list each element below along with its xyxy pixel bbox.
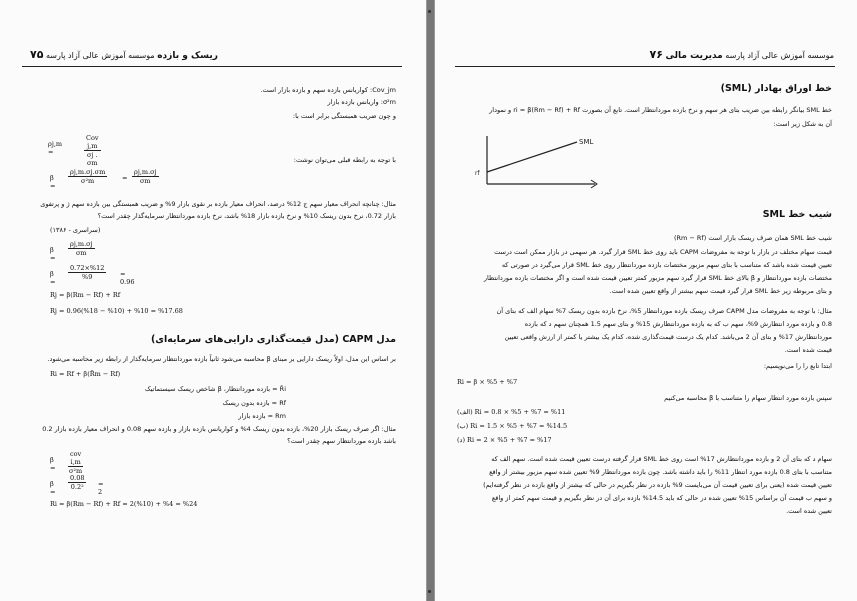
formula-lhs: β = [50, 246, 56, 262]
example-text: مثال: با توجه به مفروضات مدل CAPM صرف ریسک بازده مورد‌انتظار 5%، نرخ بازده بدون ریسک 7% سهام الف که بتای آن [496, 307, 832, 315]
example-text: مثال: چنانچه انحراف معیار سهم ج 12% درصد، انحراف معیار بازده بر نقوی بازار 9% و ضریب همبستگی بین بازده سهم ژ و پرتفوی [40, 200, 396, 208]
text-line: آن به شکل زیر است: [773, 120, 832, 128]
equation: (ب) Ri = 1.5 × %5 + %7 = %14.5 [457, 422, 568, 430]
institute-name: موسسه آموزش عالی آزاد پارسه [45, 51, 155, 60]
header-rule [455, 66, 835, 67]
sml-line [487, 142, 577, 172]
formula-denominator: σm [75, 249, 87, 257]
answer-text: تعیین قیمت شده (یعنی برای تعیین قیمت آن می‌بایست 9% بازده در نظر بگیریم در حالی که بیشتر از واقع بازده در نظر گرفته‌ایم) [483, 481, 832, 489]
binding-mark [428, 10, 431, 13]
equation: Ri = β × %5 + %7 [457, 378, 518, 386]
formula-numerator: cov i,m [70, 450, 82, 466]
text-line: و بتای مربوطه زیر خط SML قرار گیرد قیمت سهم بیشتر از واقع تعیین شده است. [609, 287, 832, 295]
page-number: ۷۶ [649, 48, 663, 61]
formula-denominator: 0.2² [70, 483, 84, 491]
example-text: قیمت شده است. [784, 346, 832, 354]
text-line: Cov_jm: کواریانس بازده سهم و بازده بازار است. [260, 86, 396, 94]
formula-equals: = [122, 174, 128, 182]
text-line: تعیین قیمت شده باشد که متناسب با بتای سهم مزبور مختصات بازده مورد‌انتظار روی خط SML قرار می‌گیرد در صورتی که [501, 261, 832, 269]
formula-lhs: β = [50, 456, 56, 472]
text-line: σ²m: واریانس بازده بازار [327, 98, 396, 106]
sml-line-label: SML [579, 138, 594, 146]
formula-step3: Rj = β(Rm − Rf) + Rf [50, 291, 121, 299]
text-line: قیمت سهام مختلف در بازار با توجه به مفروضات CAPM باید روی خط SML قرار گیرد. هر سهمی در بازار ممکن است درست [494, 248, 832, 256]
right-page [434, 0, 857, 601]
page-header [650, 48, 834, 64]
text-line: خط SML بیانگر رابطه بین ضریب بتای هر سهم و نرخ بازده مورد‌انتظار است. تابع آن بصورت ri = β(Rm − Rf) + Rf و نمودار [489, 106, 832, 114]
sml-heading: خط اوراق بهادار (SML) [720, 83, 832, 94]
page-header [30, 48, 218, 64]
example-text: بازار 0.72، نرخ بدون ریسک 10% و نرخ بازده بازار 18% باشد، نرخ بازده مورد‌انتظار سرمایه‌گذار چقدر است؟ [97, 212, 396, 220]
example-text: باشد بازده مورد‌انتظار سهم چقدر است؟ [287, 437, 396, 445]
answer-text: متناسب با بتای 0.8 بازده مورد انتظار 11% را باید داشته باشد. چون بازده مورد‌انتظار 9% تعیین شده سهم مزبور بیشتر از واقع [489, 468, 832, 476]
formula-numerator: ρj,m.σj.σm [70, 168, 106, 176]
capm-heading: مدل CAPM (مدل قیمت‌گذاری دارایی‌های سرمایه‌ای) [150, 334, 396, 345]
y-intercept-label: rf [475, 170, 480, 177]
page-number: ۷۵ [30, 48, 44, 61]
formula-numerator: ρj,m.σj [70, 240, 93, 248]
header-rule [22, 66, 402, 67]
formula-lhs: β = [50, 480, 56, 496]
formula-denominator: σ²m [81, 177, 95, 185]
text-line: Rm = بازده بازار [238, 412, 286, 420]
section-title: مدیریت مالی [665, 51, 723, 61]
text-line: بر اساس این مدل، اولاً ریسک دارایی بر مبنای β محاسبه می‌شود ثانیاً بازده مورد‌انتظار سرمایه‌گذار از رابطه زیر محاسبه می‌شود. [47, 355, 396, 363]
institute-name: موسسه آموزش عالی آزاد پارسه [725, 51, 834, 60]
text-line: شیب خط SML همان صرف ریسک بازار است (Rm − Rf) [673, 234, 832, 242]
formula-denominator: σm [139, 177, 151, 185]
text-line: R̄i = بازده مورد‌انتظار، β شاخص ریسک سیستماتیک [144, 385, 286, 393]
left-page [0, 0, 427, 601]
formula-lhs: β = [50, 174, 56, 190]
formula-step7: Ri = β(Rm − Rf) + Rf = 2(%10) + %4 = %24 [50, 500, 198, 508]
text-line: مختصات بازده مورد‌انتظار و β بالای خط SML قرار گیرد سهم مزبور کمتر تعیین قیمت شده است و اگر مختصات بازده مورد‌انتظار [483, 274, 832, 282]
text-line: با توجه به رابطه قبلی می‌توان نوشت: [293, 156, 396, 164]
formula-denominator: σj . σm [86, 151, 98, 167]
formula-numerator: 0.08 [70, 474, 85, 482]
answer-text: و سهم ب قیمت آن براساس 15% تعیین شده در حالی که باید 14.5% بازده برای آن در نظر بگیریم و قیمت سهم کمتر از واقع [491, 494, 832, 502]
text-line: سپس بازده مورد انتظار سهام را متناسب با β محاسبه می‌کنیم [664, 394, 832, 402]
formula-result: = 0.96 [120, 270, 135, 286]
answer-text: تعیین شده است. [786, 507, 832, 515]
equation: (د) Ri = 2 × %5 + %7 = %17 [457, 436, 552, 444]
formula-result: = 2 [98, 480, 104, 496]
sml-graph [473, 132, 613, 196]
slope-heading: شیب خط SML [762, 209, 832, 220]
formula-numerator: 0.72×%12 [70, 264, 105, 272]
text-line: Rf = بازده بدون ریسک [222, 399, 286, 407]
binding-mark [428, 590, 431, 593]
formula-denominator: σ²m [69, 467, 83, 475]
formula-numerator: ρj,m.σj [134, 168, 157, 176]
source-note: (سراسری - ۱۳۸۶) [50, 226, 101, 234]
formula-step4: Rj = 0.96(%18 − %10) + %10 = %17.68 [50, 307, 183, 315]
text-line: و چون ضریب همبستگی برابر است با: [292, 112, 396, 120]
formula-lhs: β = [50, 270, 56, 286]
formula-numerator: Cov j,m [86, 134, 99, 150]
example-text: مثال: اگر صرف ریسک بازار 20%، بازده بدون ریسک 4% و کواریانس بازده بازار و بازده سهم 0.08 و انحراف معیار بازده بازار 0.2 [42, 425, 396, 433]
formula-denominator: %9 [82, 273, 93, 281]
example-text: مورد‌انتظارش 17% و بتای آن 2 می‌باشد. کدام یک درست قیمت‌گذاری شده، کدام یک بیشتر یا کمتر از ارزش واقعی تعیین [504, 333, 832, 341]
text-line: ابتدا تابع را را می‌نویسیم: [763, 362, 832, 370]
example-text: 0.8 و بازده مورد انتظارش 9%، سهم ب که به بازده مورد‌انتظارش 15% و بتای سهم 1.5 همچنان سهم د که بازده [524, 320, 832, 328]
section-title: ریسک و بازده [157, 51, 218, 61]
equation: (الف) Ri = 0.8 × %5 + %7 = %11 [457, 408, 566, 416]
formula-lhs: ρj,m = [48, 140, 63, 156]
answer-text: سهام د که بتای آن 2 و بازده مورد‌انتظارش 17% است روی خط SML قرار گرفته درست تعیین قیمت شده است. سهم الف که [491, 455, 832, 463]
capm-formula: Ri = Rf + β(R̄m − Rf) [50, 370, 121, 378]
